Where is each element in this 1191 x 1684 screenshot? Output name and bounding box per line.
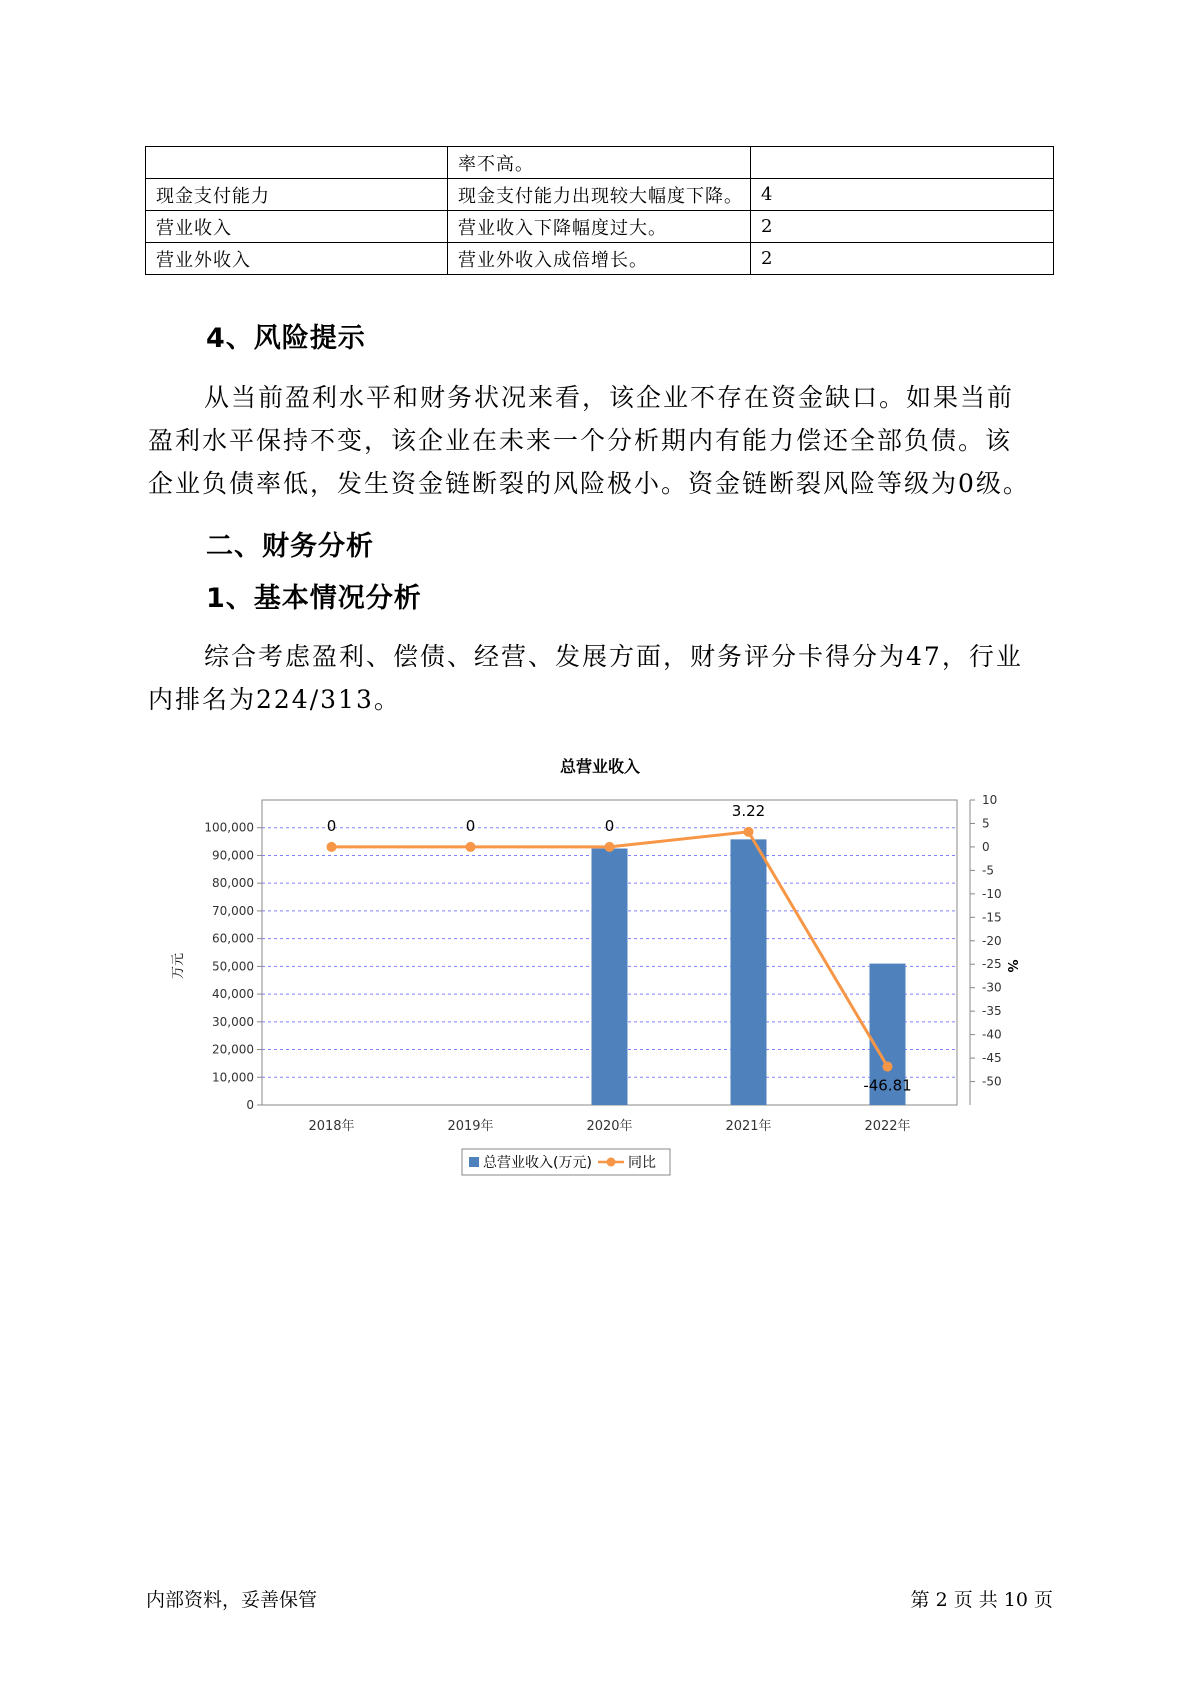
revenue-chart xyxy=(140,748,1019,1218)
table-cell: 4 xyxy=(751,179,1054,211)
legend-line-marker xyxy=(607,1158,616,1167)
y2-tick-label: -5 xyxy=(982,863,994,878)
risk-warning-paragraph xyxy=(148,376,1052,505)
y2-tick-label: -10 xyxy=(982,886,1002,901)
yoy-data-label: -46.81 xyxy=(863,1076,912,1095)
yoy-data-label: 0 xyxy=(326,816,337,835)
legend-bar-swatch xyxy=(469,1157,479,1167)
table-cell xyxy=(751,147,1054,179)
y-tick-label: 100,000 xyxy=(204,820,254,835)
yoy-data-label: 0 xyxy=(465,816,476,835)
paragraph-line: 企业负债率低，发生资金链断裂的风险极小。资金链断裂风险等级为0级。 xyxy=(148,469,1030,498)
x-tick-label: 2018年 xyxy=(308,1119,355,1134)
y-tick-label: 0 xyxy=(246,1098,254,1112)
basic-analysis-heading: 1、基本情况分析 xyxy=(206,583,422,614)
category-labels xyxy=(308,1118,910,1134)
y-tick-label: 70,000 xyxy=(212,903,254,918)
y2-tick-label: -30 xyxy=(982,980,1002,995)
basic-analysis-paragraph xyxy=(148,635,1052,721)
table-cell: 率不高。 xyxy=(448,147,751,179)
y2-tick-label: -40 xyxy=(982,1027,1002,1042)
yoy-point xyxy=(883,1062,893,1072)
yoy-data-label: 0 xyxy=(604,816,615,835)
y2-tick-label: -45 xyxy=(982,1051,1002,1066)
y2-tick-label: -50 xyxy=(982,1074,1002,1089)
table-cell: 营业收入 xyxy=(146,211,448,243)
y-tick-label: 60,000 xyxy=(212,931,254,946)
chart-title: 总营业收入 xyxy=(559,757,641,776)
y-tick-label: 80,000 xyxy=(212,876,254,891)
legend-line-label: 同比 xyxy=(628,1155,656,1171)
table-cell: 营业外收入 xyxy=(146,243,448,275)
yoy-point xyxy=(466,842,476,852)
table-cell xyxy=(146,147,448,179)
x-tick-label: 2019年 xyxy=(447,1119,494,1134)
yoy-point xyxy=(744,827,754,837)
y-tick-label: 40,000 xyxy=(212,987,254,1002)
table-row xyxy=(146,147,1054,179)
y2-axis-label: % xyxy=(1004,959,1019,973)
table-row xyxy=(146,179,1054,211)
yoy-point xyxy=(605,842,615,852)
table-cell: 营业收入下降幅度过大。 xyxy=(448,211,751,243)
table-cell: 现金支付能力 xyxy=(146,179,448,211)
y2-tick-label: 5 xyxy=(982,816,990,831)
y2-tick-label: 0 xyxy=(982,839,990,854)
revenue-bar xyxy=(731,839,767,1105)
y-tick-label: 10,000 xyxy=(212,1070,254,1085)
risk-warning-heading: 4、风险提示 xyxy=(206,323,366,354)
y2-tick-label: -15 xyxy=(982,910,1002,925)
y2-tick-label: -20 xyxy=(982,933,1002,948)
y-axis-label: 万元 xyxy=(171,952,186,980)
table-cell: 现金支付能力出现较大幅度下降。 xyxy=(448,179,751,211)
yoy-data-label: 3.22 xyxy=(731,801,766,820)
table-row xyxy=(146,243,1054,275)
y-tick-label: 30,000 xyxy=(212,1014,254,1029)
table-cell: 2 xyxy=(751,243,1054,275)
risk-indicator-table xyxy=(145,146,1054,275)
x-tick-label: 2022年 xyxy=(864,1119,911,1134)
x-tick-label: 2021年 xyxy=(725,1119,772,1134)
y2-tick-label: -35 xyxy=(982,1004,1002,1019)
footer-confidential-note: 内部资料，妥善保管 xyxy=(146,1589,318,1611)
table-cell: 营业外收入成倍增长。 xyxy=(448,243,751,275)
legend-bar-label: 总营业收入(万元) xyxy=(483,1155,592,1171)
y2-tick-label: -25 xyxy=(982,957,1002,972)
table-cell: 2 xyxy=(751,211,1054,243)
legend xyxy=(462,1149,670,1175)
paragraph-line: 从当前盈利水平和财务状况来看，该企业不存在资金缺口。如果当前 xyxy=(204,383,1015,412)
yoy-point xyxy=(327,842,337,852)
footer-page-number: 第 2 页 共 10 页 xyxy=(910,1589,1053,1611)
left-axis-ticks xyxy=(204,821,262,1112)
y-tick-label: 90,000 xyxy=(212,848,254,863)
paragraph-line: 内排名为224/313。 xyxy=(148,685,401,714)
revenue-bar xyxy=(592,849,628,1105)
paragraph-line: 盈利水平保持不变，该企业在未来一个分析期内有能力偿还全部负债。该 xyxy=(148,426,1013,455)
right-axis-ticks xyxy=(970,793,1002,1089)
table-row xyxy=(146,211,1054,243)
y2-tick-label: 10 xyxy=(982,793,998,807)
x-tick-label: 2020年 xyxy=(586,1119,633,1134)
y-tick-label: 50,000 xyxy=(212,959,254,974)
paragraph-line: 综合考虑盈利、偿债、经营、发展方面，财务评分卡得分为47，行业 xyxy=(204,642,1023,671)
financial-analysis-heading: 二、财务分析 xyxy=(206,531,374,562)
y-tick-label: 20,000 xyxy=(212,1042,254,1057)
